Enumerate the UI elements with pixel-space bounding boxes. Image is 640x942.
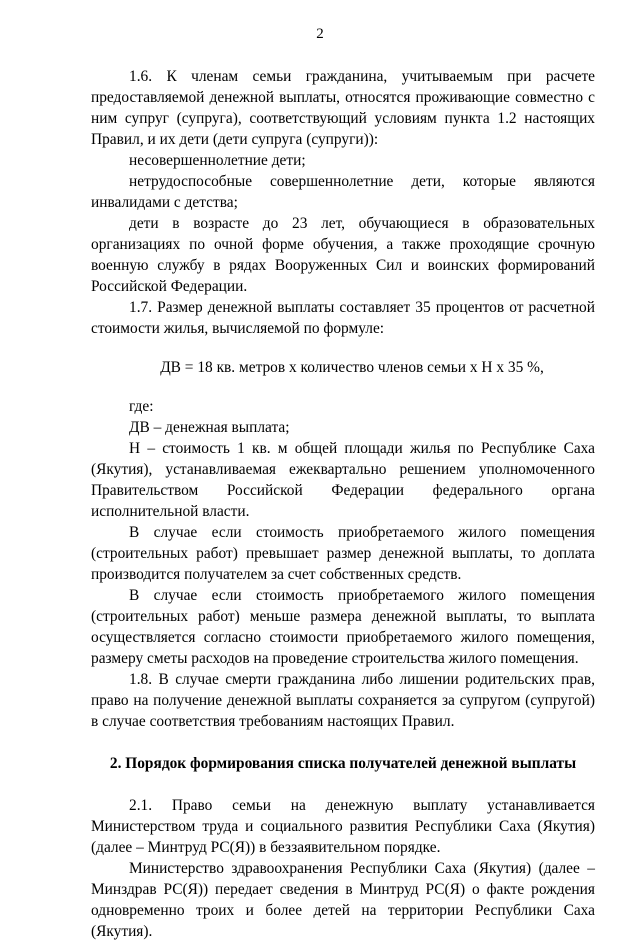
section-2-title: 2. Порядок формирования списка получателей денежной выплаты xyxy=(109,755,577,772)
page-number: 2 xyxy=(316,26,324,42)
list-item-students: дети в возрасте до 23 лет, обучающиеся в образовательных организациях по очной форме обучения, а также проходящие срочную военную службу в рядах Вооруженных Сил и воинских формирований Российской Федерации. xyxy=(91,215,595,295)
list-item-minors: несовершеннолетние дети; xyxy=(129,152,306,169)
definition-dv: ДВ – денежная выплата; xyxy=(129,419,290,436)
paragraph-case-exceeds: В случае если стоимость приобретаемого жилого помещения (строительных работ) превышает размер денежной выплаты, то доплата производится получателем за счет собственных средств. xyxy=(91,524,595,583)
list-item-disabled: нетрудоспособные совершеннолетние дети, которые являются инвалидами с детства; xyxy=(91,173,595,211)
paragraph-1-8: 1.8. В случае смерти гражданина либо лишении родительских прав, право на получение денежной выплаты сохраняется за супругом (супругой) в случае соответствия требованиям настоящих Правил. xyxy=(91,671,595,730)
paragraph-2-1: 2.1. Право семьи на денежную выплату устанавливается Министерством труда и социального развития Республики Саха (Якутия) (далее – Минтруд РС(Я)) в беззаявительном порядке. xyxy=(91,797,595,856)
paragraph-1-7: 1.7. Размер денежной выплаты составляет 35 процентов от расчетной стоимости жилья, вычисляемой по формуле: xyxy=(91,299,595,337)
document-body xyxy=(91,66,595,942)
paragraph-case-less: В случае если стоимость приобретаемого жилого помещения (строительных работ) меньше размера денежной выплаты, то выплата осуществляется согласно стоимости приобретаемого жилого помещения, размеру сметы расходов на проведение строительства жилого помещения. xyxy=(91,587,595,667)
definition-n: Н – стоимость 1 кв. м общей площади жилья по Республике Саха (Якутия), устанавливаемая ежеквартально решением уполномоченного Правительством Российской Федерации федерального органа исполнительной власти. xyxy=(91,440,595,520)
formula-where: где: xyxy=(129,398,154,415)
paragraph-2-1-ministry: Министерство здравоохранения Республики Саха (Якутия) (далее – Минздрав РС(Я)) передает сведения в Минтруд РС(Я) о факте рождения одновременно троих и более детей на территории Республики Саха (Якутия). xyxy=(91,860,595,940)
formula: ДВ = 18 кв. метров х количество членов семьи х Н х 35 %, xyxy=(160,359,544,376)
paragraph-1-6: 1.6. К членам семьи гражданина, учитываемым при расчете предоставляемой денежной выплаты, относятся проживающие совместно с ним супруг (супруга), соответствующий условиям пункта 1.2 настоящих Правил, и их дети (дети супруга (супруги)): xyxy=(91,68,595,148)
